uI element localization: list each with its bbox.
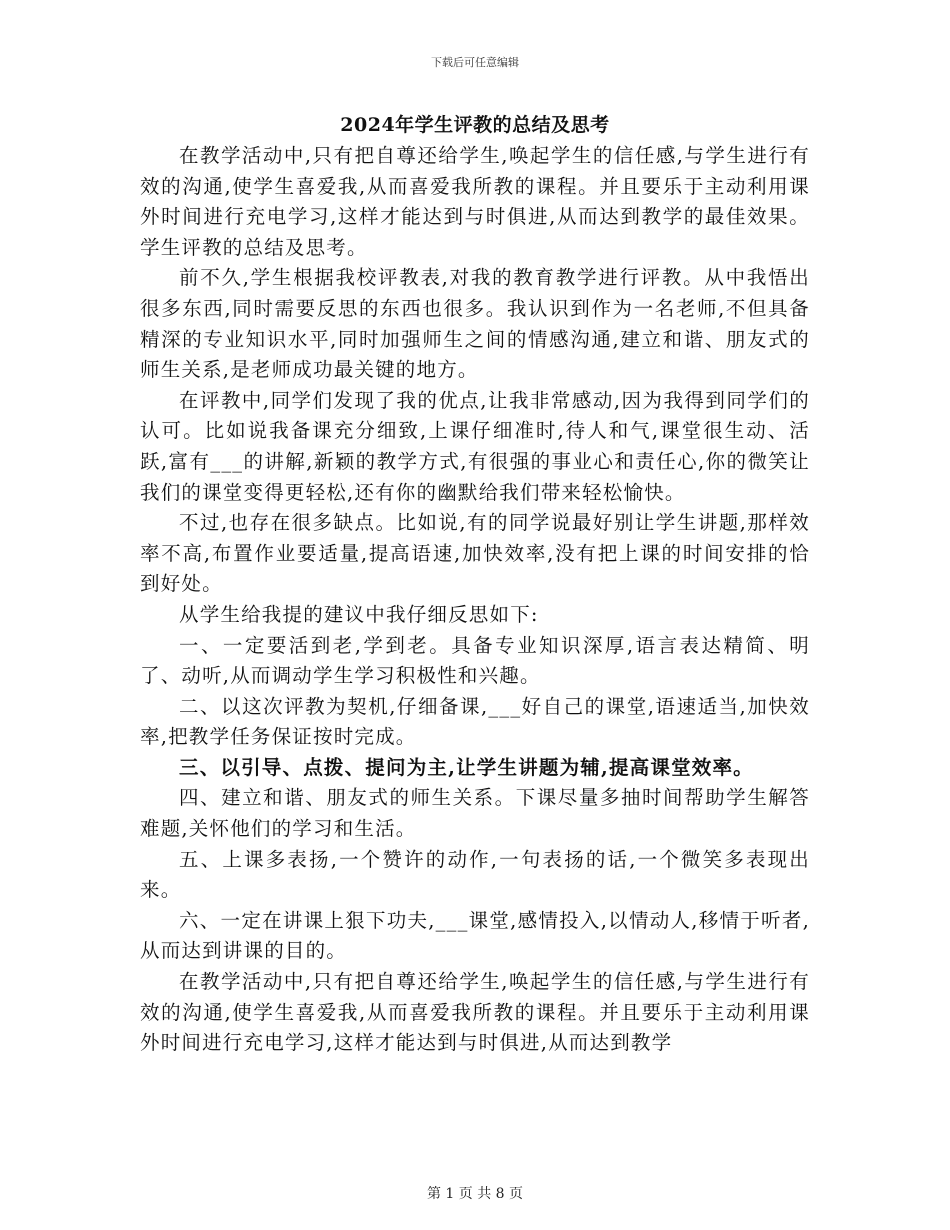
paragraph: 在教学活动中,只有把自尊还给学生,唤起学生的信任感,与学生进行有效的沟通,使学生喜爱我,从而喜爱我所教的课程。并且要乐于主动利用课外时间进行充电学习,这样才能达到与时俱进,从而达到教学的最佳效果。学生评教的总结及思考。 — [140, 144, 810, 259]
paragraph: 一、一定要活到老,学到老。具备专业知识深厚,语言表达精简、明了、动听,从而调动学生学习积极性和兴趣。 — [140, 633, 810, 688]
page-header: 下载后可任意编辑 — [431, 56, 519, 69]
paragraph: 四、建立和谐、朋友式的师生关系。下课尽量多抽时间帮助学生解答难题,关怀他们的学习和生活。 — [140, 786, 810, 841]
document-title: 2024年学生评教的总结及思考 — [340, 114, 610, 136]
paragraph: 在评教中,同学们发现了我的优点,让我非常感动,因为我得到同学们的认可。比如说我备课充分细致,上课仔细准时,待人和气,课堂很生动、活跃,富有___的讲解,新颖的教学方式,有很强的事业心和责任心,你的微笑让我们的课堂变得更轻松,还有你的幽默给我们带来轻松愉快。 — [140, 388, 810, 504]
paragraph: 前不久,学生根据我校评教表,对我的教育教学进行评教。从中我悟出很多东西,同时需要反思的东西也很多。我认识到作为一名老师,不但具备精深的专业知识水平,同时加强师生之间的情感沟通,建立和谐、朋友式的师生关系,是老师成功最关键的地方。 — [140, 266, 810, 382]
paragraph: 五、上课多表扬,一个赞许的动作,一句表扬的话,一个微笑多表现出来。 — [140, 847, 810, 902]
paragraph: 六、一定在讲课上狠下功夫,___课堂,感情投入,以情动人,移情于听者,从而达到讲课的目的。 — [140, 908, 810, 963]
paragraph: 三、以引导、点拨、提问为主,让学生讲题为辅,提高课堂效率。 — [179, 755, 754, 779]
page-footer: 第 1 页 共 8 页 — [426, 1186, 524, 1202]
paragraph: 二、以这次评教为契机,仔细备课,___好自己的课堂,语速适当,加快效率,把教学任务保证按时完成。 — [140, 694, 810, 749]
paragraph: 从学生给我提的建议中我仔细反思如下: — [179, 602, 539, 626]
paragraph: 在教学活动中,只有把自尊还给学生,唤起学生的信任感,与学生进行有效的沟通,使学生喜爱我,从而喜爱我所教的课程。并且要乐于主动利用课外时间进行充电学习,这样才能达到与时俱进,从而达到教学 — [140, 970, 810, 1055]
document-body — [140, 141, 810, 1059]
paragraph: 不过,也存在很多缺点。比如说,有的同学说最好别让学生讲题,那样效率不高,布置作业要适量,提高语速,加快效率,没有把上课的时间安排的恰到好处。 — [140, 511, 810, 596]
